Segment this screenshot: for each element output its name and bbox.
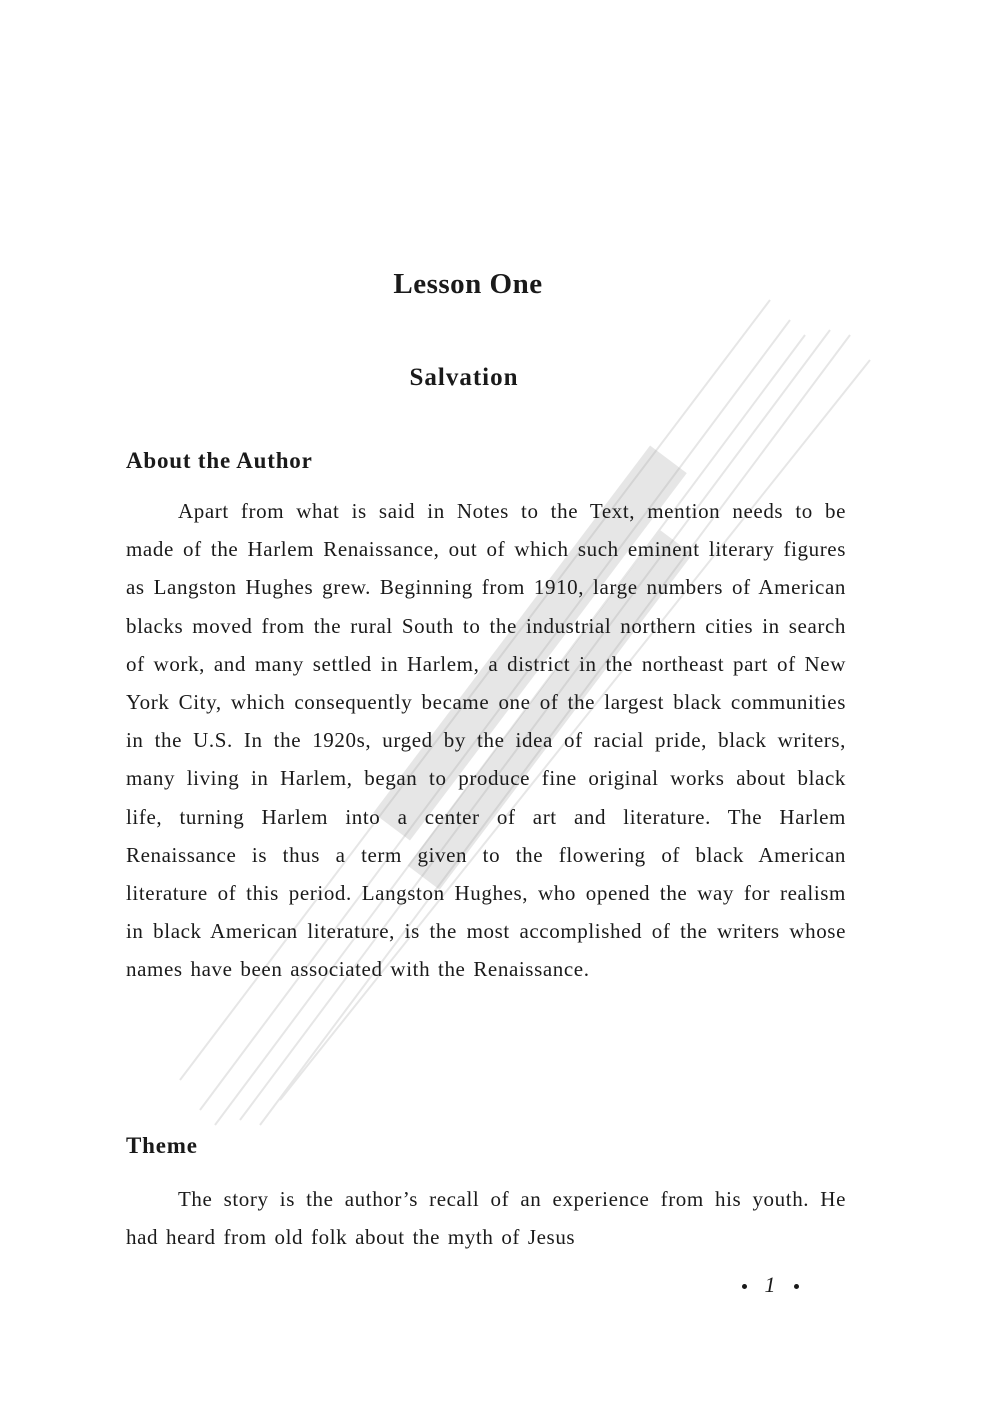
story-title: Salvation — [409, 364, 519, 391]
bullet-dot-icon — [794, 1284, 799, 1289]
lesson-title: Lesson One — [393, 268, 543, 300]
about-the-author-paragraph: Apart from what is said in Notes to the Text, mention needs to be made of the Harlem Renaissance, out of which such eminent literary figures as Langston Hughes grew. Beginning from 1910, large numbers of American blacks moved from the rural South to the industrial northern cities in search of work, and many settled in Harlem, a district in the northeast part of New York City, which consequently became one of the largest black communities in the U.S. In the 1920s, urged by the idea of racial pride, black writers, many living in Harlem, began to produce fine original works about black life, turning Harlem into a center of art and literature. The Harlem Renaissance is thus a term given to the flowering of black American literature of this period. Langston Hughes, who opened the way for realism in black American literature, is the most accomplished of the writers whose names have been associated with the Renaissance. — [126, 499, 846, 982]
page-number: 1 — [764, 1272, 776, 1297]
theme-paragraph: The story is the author’s recall of an experience from his youth. He had heard from old folk about the myth of Jesus — [126, 1187, 846, 1250]
page-number-footer — [720, 1272, 820, 1298]
bullet-dot-icon — [742, 1284, 747, 1289]
theme-heading: Theme — [126, 1133, 198, 1158]
about-the-author-heading: About the Author — [126, 448, 313, 473]
